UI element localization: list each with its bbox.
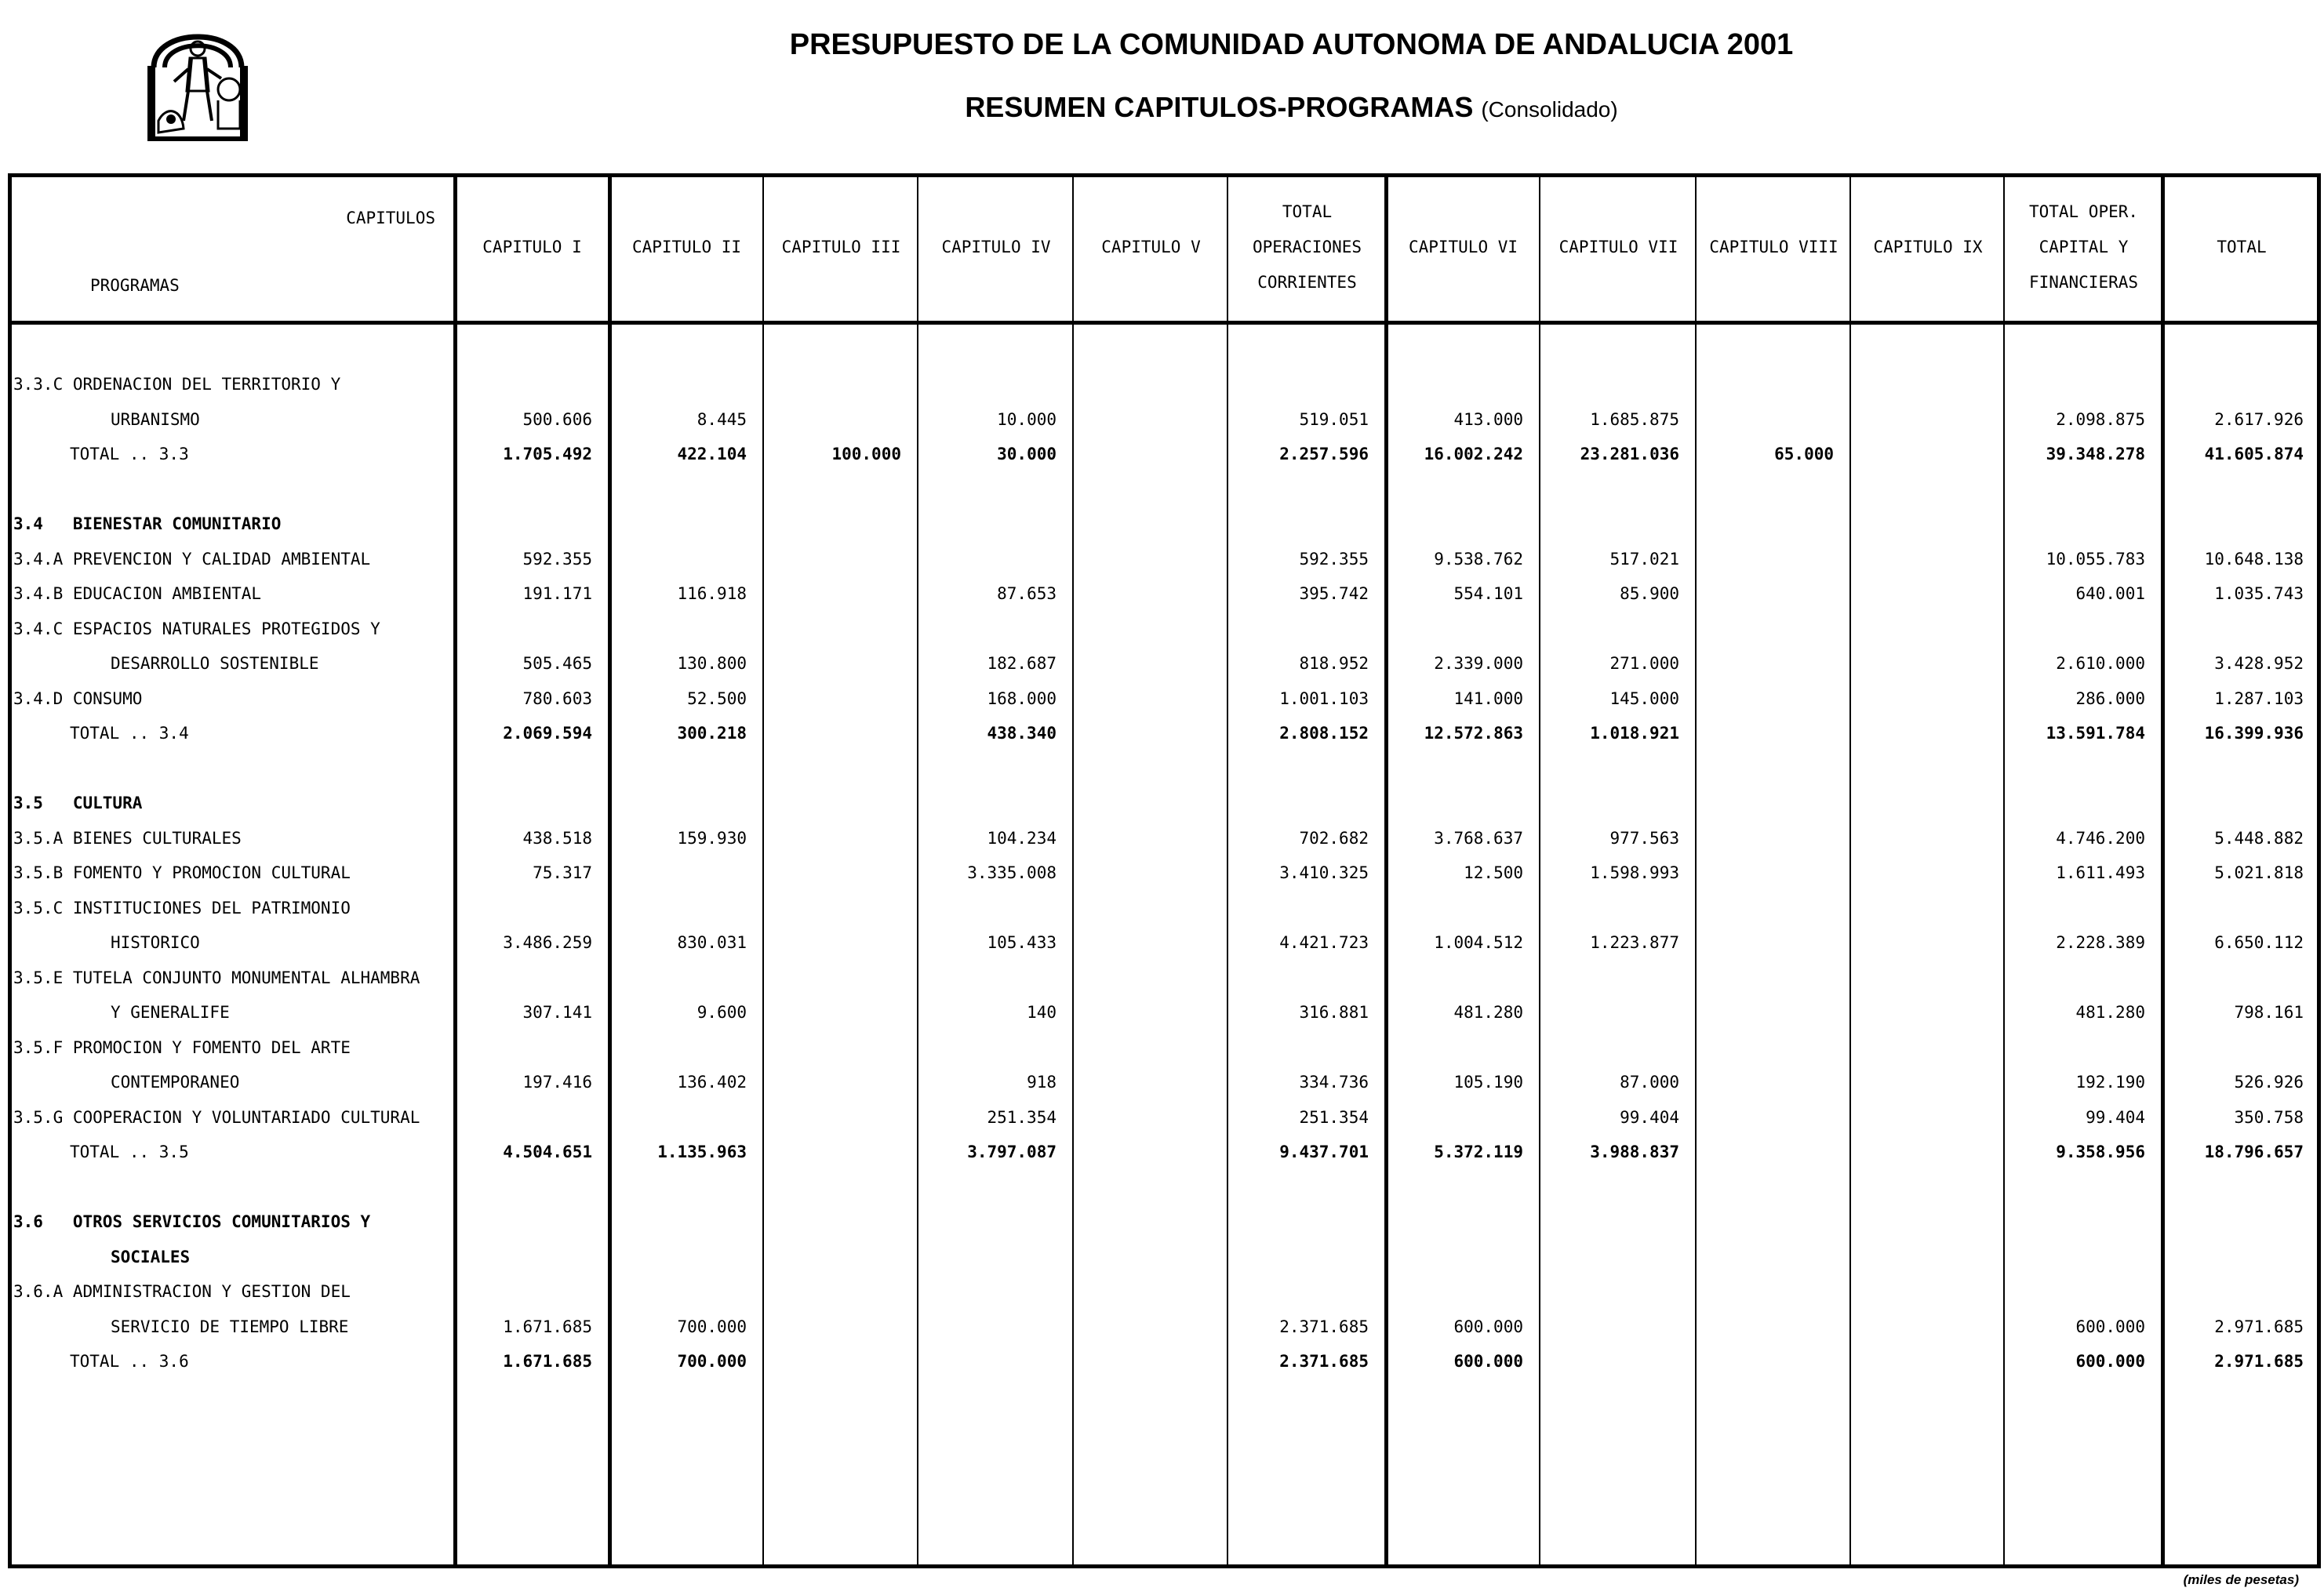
table-row: [12, 507, 2317, 542]
table-row: [12, 367, 2317, 402]
table-cell: 251.354: [987, 1107, 1057, 1127]
table-row: [12, 542, 2317, 577]
units-footnote: (miles de pesetas): [2183, 1572, 2299, 1587]
table-cell: 39.348.278: [2046, 445, 2145, 463]
table-cell: 1.287.103: [2214, 689, 2304, 708]
table-cell: 192.190: [2075, 1073, 2145, 1092]
table-cell: 798.161: [2234, 1003, 2304, 1022]
table-cell: 271.000: [1609, 654, 1679, 673]
table-cell: 2.971.685: [2214, 1352, 2304, 1371]
table-row: [12, 1170, 2317, 1205]
table-cell: 700.000: [677, 1317, 747, 1336]
table-cell: 182.687: [987, 654, 1057, 673]
corner-header-programas: PROGRAMAS: [90, 276, 180, 295]
table-cell: 2.971.685: [2214, 1317, 2304, 1336]
table-row: [12, 1310, 2317, 1345]
table-cell: 286.000: [2075, 689, 2145, 708]
table-cell: 334.736: [1299, 1073, 1369, 1092]
table-cell: 105.433: [987, 933, 1057, 952]
table-cell: 99.404: [2086, 1107, 2145, 1127]
table-cell: 65.000: [1774, 445, 1834, 463]
table-cell: 1.018.921: [1590, 724, 1679, 743]
table-cell: 481.280: [2075, 1003, 2145, 1022]
table-cell: 481.280: [1453, 1003, 1523, 1022]
row-label: 3.5.F PROMOCION Y FOMENTO DEL ARTE: [13, 1037, 351, 1057]
table-cell: 1.598.993: [1590, 863, 1679, 882]
table-cell: 300.218: [677, 724, 747, 743]
table-cell: 6.650.112: [2214, 933, 2304, 952]
table-cell: 41.605.874: [2204, 445, 2304, 463]
column-header: CAPITULO IV: [941, 238, 1051, 256]
table-cell: 87.653: [997, 584, 1057, 603]
table-cell: 191.171: [522, 584, 592, 603]
table-cell: 438.518: [522, 828, 592, 848]
table-cell: 600.000: [2075, 1317, 2145, 1336]
table-cell: 600.000: [1453, 1352, 1523, 1371]
row-label: SERVICIO DE TIEMPO LIBRE: [111, 1317, 349, 1336]
table-cell: 600.000: [1453, 1317, 1523, 1336]
table-cell: 3.797.087: [967, 1143, 1057, 1161]
column-header: TOTAL: [1282, 202, 1333, 221]
table-cell: 422.104: [677, 445, 747, 463]
row-label: 3.4.A PREVENCION Y CALIDAD AMBIENTAL: [13, 549, 371, 569]
table-cell: 10.648.138: [2204, 549, 2304, 569]
table-row: [12, 612, 2317, 647]
row-label: SOCIALES: [111, 1247, 191, 1266]
table-cell: 251.354: [1299, 1107, 1369, 1127]
table-cell: 5.448.882: [2214, 828, 2304, 848]
page-subtitle: [0, 91, 2324, 124]
table-cell: 830.031: [677, 933, 747, 952]
table-cell: 9.437.701: [1279, 1143, 1369, 1161]
column-header: CAPITULO VII: [1558, 238, 1678, 256]
table-cell: 18.796.657: [2204, 1143, 2304, 1161]
table-cell: 10.000: [997, 409, 1057, 429]
table-cell: 2.339.000: [1434, 654, 1523, 673]
table-cell: 141.000: [1453, 689, 1523, 708]
column-header: OPERACIONES: [1252, 238, 1362, 256]
row-label: TOTAL .. 3.3: [70, 445, 189, 463]
column-header: CAPITULO IX: [1873, 238, 1983, 256]
table-cell: 3.410.325: [1279, 863, 1369, 882]
corner-header-capitulos: CAPITULOS: [346, 209, 435, 227]
table-cell: 2.257.596: [1279, 445, 1369, 463]
row-label: HISTORICO: [111, 933, 200, 952]
table-cell: 16.399.936: [2204, 724, 2304, 743]
table-row: [12, 925, 2317, 961]
table-cell: 2.098.875: [2056, 409, 2145, 429]
table-cell: 5.372.119: [1434, 1143, 1523, 1161]
column-header: TOTAL OPER.: [2028, 202, 2139, 221]
row-label: TOTAL .. 3.5: [70, 1143, 189, 1161]
table-cell: 1.705.492: [503, 445, 592, 463]
table-cell: 818.952: [1299, 654, 1369, 673]
table-cell: 197.416: [522, 1073, 592, 1092]
table-row: [12, 1274, 2317, 1310]
column-header: FINANCIERAS: [2028, 273, 2139, 292]
table-row: [12, 402, 2317, 438]
table-cell: 526.926: [2234, 1073, 2304, 1092]
table-body: [12, 367, 2317, 1379]
table-cell: 395.742: [1299, 584, 1369, 603]
table-cell: 30.000: [997, 445, 1057, 463]
table-cell: 505.465: [522, 654, 592, 673]
table-cell: 977.563: [1609, 828, 1679, 848]
row-label: TOTAL .. 3.6: [70, 1352, 189, 1371]
table-cell: 600.000: [2075, 1352, 2145, 1371]
table-row: [12, 1240, 2317, 1275]
table-cell: 12.500: [1464, 863, 1523, 882]
table-cell: 3.988.837: [1590, 1143, 1679, 1161]
table-row: [12, 437, 2317, 472]
table-cell: 85.900: [1620, 584, 1679, 603]
table-cell: 592.355: [1299, 549, 1369, 569]
table-cell: 1.671.685: [503, 1317, 592, 1336]
column-header: CAPITULO VIII: [1709, 238, 1838, 256]
row-label: 3.4.C ESPACIOS NATURALES PROTEGIDOS Y: [13, 619, 380, 638]
table-cell: 438.340: [987, 724, 1057, 743]
table-cell: 13.591.784: [2046, 724, 2145, 743]
column-header: CAPITULO I: [482, 238, 582, 256]
table-cell: 87.000: [1620, 1073, 1679, 1092]
table-cell: 75.317: [533, 863, 592, 882]
table-cell: 23.281.036: [1580, 445, 1679, 463]
table-cell: 307.141: [522, 1003, 592, 1022]
table-row: [12, 891, 2317, 926]
row-label: 3.5 CULTURA: [13, 794, 143, 812]
table-cell: 4.746.200: [2056, 828, 2145, 848]
table-cell: 554.101: [1453, 584, 1523, 603]
table-cell: 1.135.963: [657, 1143, 747, 1161]
budget-table: [8, 173, 2321, 1568]
column-header: CAPITULO III: [781, 238, 901, 256]
table-row: [12, 1344, 2317, 1379]
table-row: [12, 856, 2317, 891]
column-header: CAPITAL Y: [2039, 238, 2129, 256]
table-row: [12, 1065, 2317, 1100]
table-cell: 2.371.685: [1279, 1352, 1369, 1371]
table-cell: 592.355: [522, 549, 592, 569]
table-cell: 9.600: [696, 1003, 747, 1022]
table-row: [12, 1100, 2317, 1135]
table-row: [12, 1030, 2317, 1066]
row-label: 3.4.B EDUCACION AMBIENTAL: [13, 584, 262, 603]
table-cell: 1.001.103: [1279, 689, 1369, 708]
table-cell: 1.611.493: [2056, 863, 2145, 882]
table-cell: 1.685.875: [1590, 409, 1679, 429]
row-label: 3.5.B FOMENTO Y PROMOCION CULTURAL: [13, 863, 351, 882]
table-cell: 5.021.818: [2214, 863, 2304, 882]
table-cell: 517.021: [1609, 549, 1679, 569]
table-cell: 145.000: [1609, 689, 1679, 708]
table-cell: 136.402: [677, 1073, 747, 1092]
row-label: 3.5.C INSTITUCIONES DEL PATRIMONIO: [13, 898, 351, 917]
column-header: CORRIENTES: [1257, 273, 1357, 292]
table-cell: 12.572.863: [1424, 724, 1523, 743]
table-cell: 2.069.594: [503, 724, 592, 743]
table-cell: 99.404: [1620, 1107, 1679, 1127]
table-row: [12, 995, 2317, 1030]
table-row: [12, 472, 2317, 507]
subtitle-text: RESUMEN CAPITULOS-PROGRAMAS: [965, 91, 1474, 123]
table-row: [12, 1135, 2317, 1170]
table-row: [12, 716, 2317, 751]
table-row: [12, 786, 2317, 821]
table-cell: 4.421.723: [1279, 933, 1369, 952]
row-label: 3.5.E TUTELA CONJUNTO MONUMENTAL ALHAMBRA: [13, 968, 420, 987]
table-cell: 1.035.743: [2214, 584, 2304, 603]
table-cell: 159.930: [677, 828, 747, 848]
table-cell: 1.671.685: [503, 1352, 592, 1371]
header-divider: [12, 321, 2317, 325]
table-cell: 2.808.152: [1279, 724, 1369, 743]
table-cell: 9.538.762: [1434, 549, 1523, 569]
table-cell: 10.055.783: [2046, 549, 2145, 569]
table-cell: 100.000: [831, 445, 901, 463]
table-row: [12, 1204, 2317, 1240]
table-cell: 350.758: [2234, 1107, 2304, 1127]
table-cell: 3.428.952: [2214, 654, 2304, 673]
table-cell: 116.918: [677, 584, 747, 603]
table-cell: 500.606: [522, 409, 592, 429]
row-label: Y GENERALIFE: [111, 1003, 230, 1022]
table-cell: 316.881: [1299, 1003, 1369, 1022]
table-row: [12, 751, 2317, 787]
table-cell: 8.445: [696, 409, 747, 429]
page-title: PRESUPUESTO DE LA COMUNIDAD AUTONOMA DE ANDALUCIA 2001: [789, 28, 1794, 61]
table-row: [12, 646, 2317, 681]
column-header: CAPITULO II: [631, 238, 742, 256]
table-row: [12, 961, 2317, 996]
table-cell: 918: [1027, 1073, 1057, 1092]
row-label: 3.4.D CONSUMO: [13, 689, 143, 708]
table-cell: 1.004.512: [1434, 933, 1523, 952]
table-cell: 702.682: [1299, 828, 1369, 848]
table-row: [12, 821, 2317, 856]
row-label: 3.3.C ORDENACION DEL TERRITORIO Y: [13, 375, 341, 394]
table-cell: 140: [1027, 1003, 1057, 1022]
table-row: [12, 681, 2317, 717]
table-cell: 52.500: [687, 689, 747, 708]
row-label: CONTEMPORANEO: [111, 1073, 240, 1092]
table-cell: 130.800: [677, 654, 747, 673]
table-cell: 780.603: [522, 689, 592, 708]
row-label: DESARROLLO SOSTENIBLE: [111, 654, 319, 673]
table-cell: 3.768.637: [1434, 828, 1523, 848]
table-cell: 640.001: [2075, 584, 2145, 603]
row-label: 3.5.G COOPERACION Y VOLUNTARIADO CULTURAL: [13, 1107, 420, 1127]
row-label: URBANISMO: [111, 409, 200, 429]
table-cell: 168.000: [987, 689, 1057, 708]
subtitle-note: (Consolidado): [1481, 97, 1618, 122]
table-row: [12, 576, 2317, 612]
column-header: CAPITULO VI: [1408, 238, 1518, 256]
table-cell: 2.371.685: [1279, 1317, 1369, 1336]
table-cell: 16.002.242: [1424, 445, 1523, 463]
column-header: CAPITULO V: [1101, 238, 1201, 256]
table-cell: 1.223.877: [1590, 933, 1679, 952]
table-cell: 105.190: [1453, 1073, 1523, 1092]
table-cell: 519.051: [1299, 409, 1369, 429]
table-cell: 9.358.956: [2056, 1143, 2145, 1161]
table-cell: 2.617.926: [2214, 409, 2304, 429]
table-cell: 104.234: [987, 828, 1057, 848]
table-cell: 700.000: [677, 1352, 747, 1371]
table-cell: 3.486.259: [503, 933, 592, 952]
row-label: 3.6.A ADMINISTRACION Y GESTION DEL: [13, 1282, 351, 1301]
table-cell: 413.000: [1453, 409, 1523, 429]
row-label: 3.4 BIENESTAR COMUNITARIO: [13, 514, 282, 533]
table-cell: 4.504.651: [503, 1143, 592, 1161]
table-cell: 3.335.008: [967, 863, 1057, 882]
row-label: 3.5.A BIENES CULTURALES: [13, 828, 242, 848]
table-cell: 2.228.389: [2056, 933, 2145, 952]
row-label: TOTAL .. 3.4: [70, 724, 189, 743]
table-cell: 2.610.000: [2056, 654, 2145, 673]
row-label: 3.6 OTROS SERVICIOS COMUNITARIOS Y: [13, 1212, 371, 1231]
column-header: TOTAL: [2217, 238, 2267, 256]
